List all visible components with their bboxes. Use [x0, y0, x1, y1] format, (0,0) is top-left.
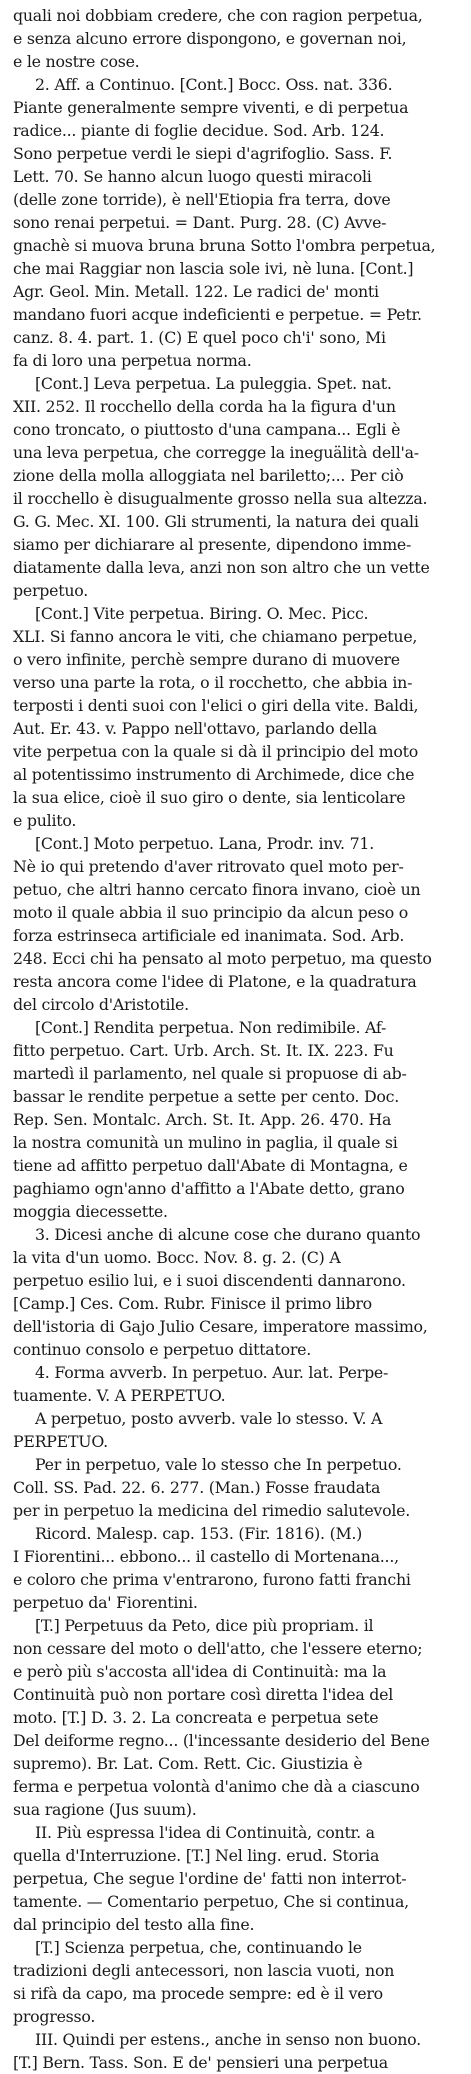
text-line: Lett. 70. Se hanno alcun luogo questi miracoli: [13, 167, 372, 186]
subentry-line: [Cont.] Vite perpetua. Biring. O. Mec. Picc.: [35, 604, 369, 623]
text-line: e senza alcuno errore dispongono, e governan noi,: [13, 29, 407, 48]
dictionary-page-text: [13, 4, 464, 2072]
text-line: la nostra comunità un mulino in paglia, il quale si: [13, 1133, 398, 1152]
text-line: che mai Raggiar non lascia sole ivi, nè luna. [Cont.]: [13, 259, 414, 278]
text-line: la vita d'un uomo. Bocc. Nov. 8. g. 2. (C) A: [13, 1248, 341, 1267]
sense-heading-line: 3. Dicesi anche di alcune cose che durano quanto: [35, 1225, 421, 1244]
text-line: dal principio del testo alla fine.: [13, 1915, 255, 1934]
text-line: [T.] Bern. Tass. Son. E de' pensieri una perpetua: [13, 2053, 388, 2072]
text-line: tiene ad affitto perpetuo dall'Abate di Montagna, e: [13, 1156, 408, 1175]
text-line: XII. 252. Il rocchello della corda ha la figura d'un: [13, 397, 396, 416]
text-line: terposti i denti suoi con l'elici o giri della vite. Baldi,: [13, 696, 419, 715]
text-line: moto il quale abbia il suo principio da alcun peso o: [13, 903, 409, 922]
text-line: Ricord. Malesp. cap. 153. (Fir. 1816). (M.): [35, 1524, 363, 1543]
text-line: bassar le rendite perpetue a sette per cento. Doc.: [13, 1087, 400, 1106]
sense-heading-line: II. Più espressa l'idea di Continuità, contr. a: [35, 1823, 375, 1842]
text-line: diatamente dalla leva, anzi non son altro che un vette: [13, 558, 430, 577]
text-line: e coloro che prima v'entrarono, furono fatti franchi: [13, 1570, 411, 1589]
text-line: la sua elice, cioè il suo giro o dente, sia lenticolare: [13, 788, 406, 807]
text-line: resta ancora come l'idee di Platone, e la quadratura: [13, 972, 417, 991]
text-line: [Camp.] Ces. Com. Rubr. Finisce il primo libro: [13, 1294, 372, 1313]
text-line: Nè io qui pretendo d'aver ritrovato quel moto per-: [13, 857, 404, 876]
text-line: sua ragione (Jus suum).: [13, 1800, 197, 1819]
text-line: cono troncato, o piuttosto d'una campana... Egli è: [13, 420, 401, 439]
text-line: moggia diecessette.: [13, 1202, 168, 1221]
text-line: quali noi dobbiam credere, che con ragion perpetua,: [13, 6, 423, 25]
text-line: radice... piante di foglie decidue. Sod. Arb. 124.: [13, 121, 385, 140]
sense-heading-line: III. Quindi per estens., anche in senso non buono.: [35, 2030, 421, 2049]
text-line: Continuità può non portare così diretta l'idea del: [13, 1685, 394, 1704]
text-line: G. G. Mec. XI. 100. Gli strumenti, la natura dei quali: [13, 512, 419, 531]
text-line: dell'istoria di Gajo Julio Cesare, imperatore massimo,: [13, 1317, 428, 1336]
text-line: canz. 8. 4. part. 1. (C) E quel poco ch'i' sono, Mi: [13, 328, 386, 347]
text-line: verso una parte la rota, o il rocchetto, che abbia in-: [13, 673, 413, 692]
text-line: Agr. Geol. Min. Metall. 122. Le radici de' monti: [13, 282, 379, 301]
text-line: continuo consolo e perpetuo dittatore.: [13, 1340, 311, 1359]
text-line: zione della molla alloggiata nel bariletto;... Per ciò: [13, 466, 404, 485]
text-line: e pulito.: [13, 811, 77, 830]
text-line: paghiamo ogn'anno d'affitto a l'Abate detto, grano: [13, 1179, 405, 1198]
subentry-line: Per in perpetuo, vale lo stesso che In perpetuo.: [35, 1455, 402, 1474]
text-line: del circolo d'Aristotile.: [13, 995, 189, 1014]
subentry-line: [Cont.] Rendita perpetua. Non redimibile. Af-: [35, 1018, 387, 1037]
text-line: al potentissimo instrumento di Archimede, dice che: [13, 765, 415, 784]
text-line: siamo per dichiarare al presente, dipendono imme-: [13, 535, 412, 554]
text-line: perpetuo da' Fiorentini.: [13, 1593, 198, 1612]
text-line: Sono perpetue verdi le siepi d'agrifoglio. Sass. F.: [13, 144, 393, 163]
text-line: Rep. Sen. Montalc. Arch. St. It. App. 26. 470. Ha: [13, 1110, 392, 1129]
text-line: supremo). Br. Lat. Com. Rett. Cic. Giustizia è: [13, 1754, 363, 1773]
text-line: moto. [T.] D. 3. 2. La concreata e perpetua sete: [13, 1708, 379, 1727]
text-line: per in perpetuo la medicina del rimedio salutevole.: [13, 1501, 411, 1520]
text-line: forza estrinseca artificiale ed inanimata. Sod. Arb.: [13, 926, 405, 945]
subentry-line: A perpetuo, posto avverb. vale lo stesso. V. A: [35, 1409, 383, 1428]
text-line: Aut. Er. 43. v. Pappo nell'ottavo, parlando della: [13, 719, 377, 738]
text-line: Del deiforme regno... (l'incessante desiderio del Bene: [13, 1731, 430, 1750]
subentry-line: [Cont.] Moto perpetuo. Lana, Prodr. inv. 71.: [35, 834, 374, 853]
text-line: Piante generalmente sempre viventi, e di perpetua: [13, 98, 409, 117]
subentry-line: [Cont.] Leva perpetua. La puleggia. Spet. nat.: [35, 374, 392, 393]
text-line: ferma e perpetua volontà d'animo che dà a ciascuno: [13, 1777, 420, 1796]
sense-heading-line: 2. Aff. a Continuo. [Cont.] Bocc. Oss. nat. 336.: [35, 75, 393, 94]
text-line: fa di loro una perpetua norma.: [13, 351, 252, 370]
text-line: Coll. SS. Pad. 22. 6. 277. (Man.) Fosse fraudata: [13, 1478, 381, 1497]
text-line: XLI. Si fanno ancora le viti, che chiamano perpetue,: [13, 627, 418, 646]
text-line: martedì il parlamento, nel quale si propuose di ab-: [13, 1064, 407, 1083]
text-line: perpetua, Che segue l'ordine de' fatti non interrot-: [13, 1869, 407, 1888]
text-line: progresso.: [13, 2007, 96, 2026]
text-line: fitto perpetuo. Cart. Urb. Arch. St. It. IX. 223. Fu: [13, 1041, 394, 1060]
text-line: quella d'Interruzione. [T.] Nel ling. erud. Storia: [13, 1846, 380, 1865]
text-line: tamente. — Comentario perpetuo, Che si continua,: [13, 1892, 409, 1911]
text-line: gnachè si muova bruna bruna Sotto l'ombra perpetua,: [13, 236, 436, 255]
text-line: 248. Ecci chi ha pensato al moto perpetuo, ma questo: [13, 949, 432, 968]
sense-heading-line: 4. Forma avverb. In perpetuo. Aur. lat. Perpe-: [35, 1363, 389, 1382]
text-line: sono renai perpetui. = Dant. Purg. 28. (C) Avve-: [13, 213, 387, 232]
text-line: si rifà da capo, ma procede sempre: ed è il vero: [13, 1984, 383, 2003]
text-line: (delle zone torride), è nell'Etiopia fra terra, dove: [13, 190, 391, 209]
subentry-line: [T.] Scienza perpetua, che, continuando le: [35, 1938, 362, 1957]
text-line: il rocchello è disugualmente grosso nella sua altezza.: [13, 489, 428, 508]
text-line: I Fiorentini... ebbono... il castello di Mortenana...,: [13, 1547, 399, 1566]
text-line: mandano fuori acque indeficienti e perpetue. = Petr.: [13, 305, 422, 324]
text-line: e però più s'accosta all'idea di Continuità: ma la: [13, 1662, 387, 1681]
text-line: vite perpetua con la quale si dà il principio del moto: [13, 742, 419, 761]
text-line: tuamente. V. A PERPETUO.: [13, 1386, 226, 1405]
text-line: perpetuo.: [13, 581, 88, 600]
text-line: non cessare del moto o dell'atto, che l'essere eterno;: [13, 1639, 423, 1658]
text-line: una leva perpetua, che corregge la ineguälità dell'a-: [13, 443, 419, 462]
text-line: tradizioni degli antecessori, non lascia vuoti, non: [13, 1961, 395, 1980]
text-line: e le nostre cose.: [13, 52, 140, 71]
subentry-line: [T.] Perpetuus da Peto, dice più propriam. il: [35, 1616, 374, 1635]
text-line: petuo, che altri hanno cercato finora invano, cioè un: [13, 880, 421, 899]
text-line: o vero infinite, perchè sempre durano di muovere: [13, 650, 400, 669]
text-line: PERPETUO.: [13, 1432, 108, 1451]
text-line: perpetuo esilio lui, e i suoi discendenti dannarono.: [13, 1271, 406, 1290]
